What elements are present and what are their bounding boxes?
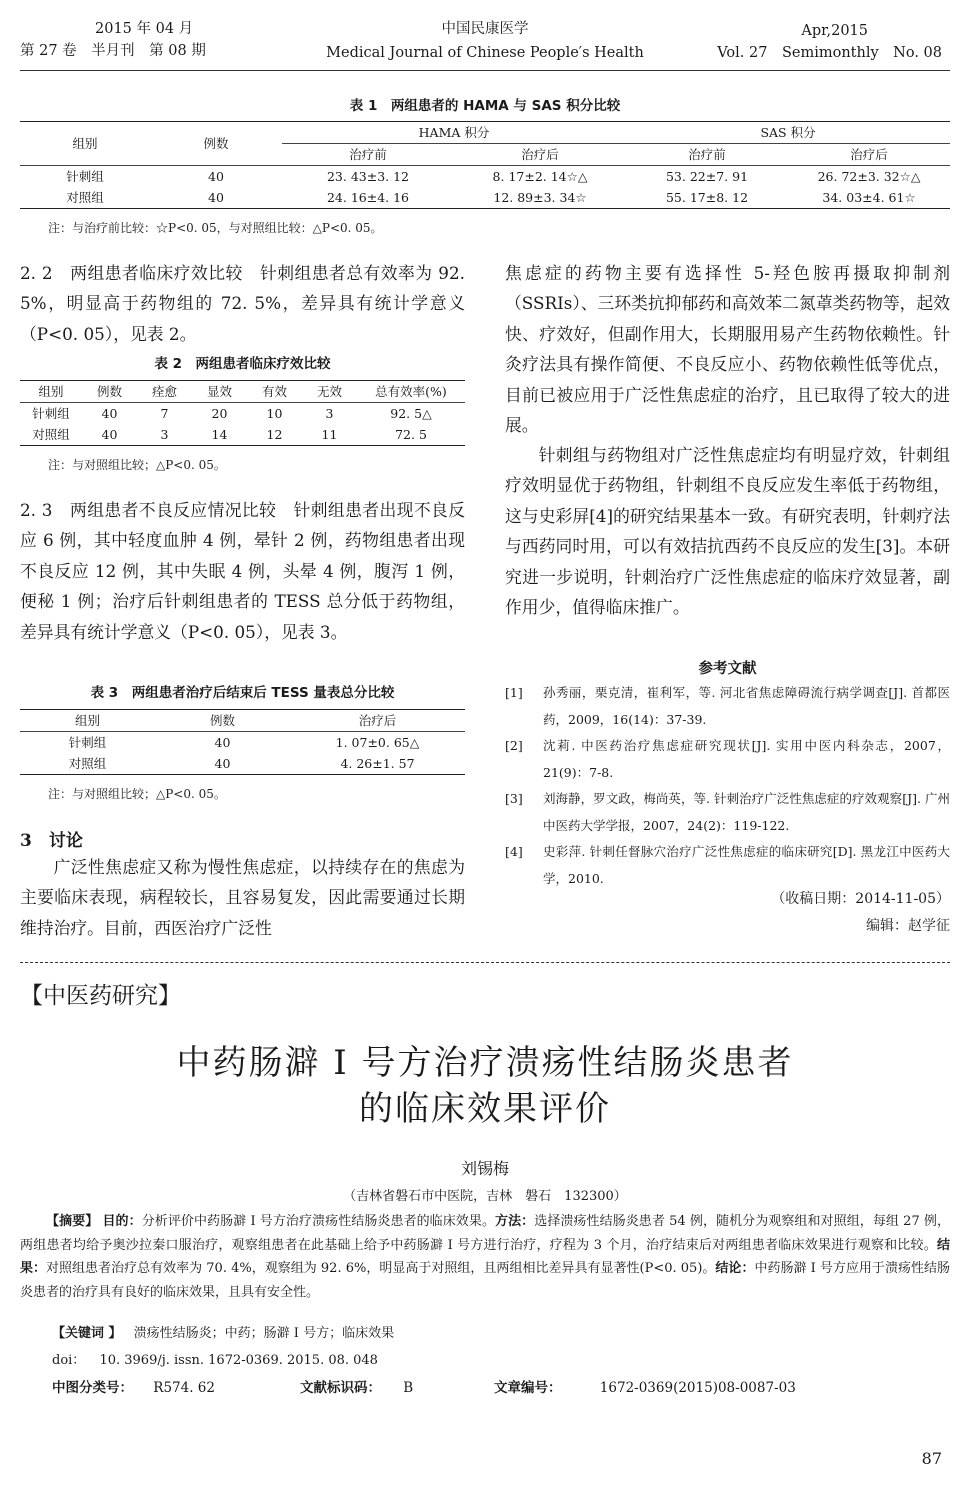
table-cell: 14 — [211, 427, 228, 442]
article-title-line-2: 的临床效果评价 — [359, 1089, 611, 1129]
reference-list — [505, 680, 950, 892]
table-cell: 23. 43±3. 12 — [326, 169, 410, 184]
abstract-label: 【摘要】 — [46, 1214, 99, 1229]
table-cell: 20 — [211, 406, 228, 421]
table-cell: 34. 03±4. 61☆ — [822, 190, 916, 205]
table1-header-group: 组别 — [20, 122, 150, 166]
header-journal-cn: 中国民康医学 — [441, 21, 529, 37]
result-label: 结果： — [20, 1237, 950, 1276]
table2-header-cell: 有效 — [261, 384, 287, 399]
table-row — [20, 424, 465, 446]
clc-value: R574. 62 — [153, 1380, 215, 1396]
table2-note: 注：与对照组比较；△P<0. 05。 — [48, 458, 226, 472]
header-volume-cn: 第 27 卷 半月刊 第 08 期 — [20, 43, 206, 59]
table2-header-cell: 痊愈 — [151, 384, 177, 399]
purpose-text: 分析评价中药肠澼 I 号方治疗溃疡性结肠炎患者的临床效果。 — [141, 1214, 496, 1229]
table-cell: 40 — [101, 406, 118, 421]
table-cell: 53. 22±7. 91 — [665, 169, 749, 184]
table2-header-row — [20, 381, 465, 403]
table1-header-sas: SAS 积分 — [626, 122, 950, 144]
reference-number: [2] — [505, 738, 523, 753]
table3-header-cell: 例数 — [209, 713, 235, 728]
table2-caption: 表 2 两组患者临床疗效比较 — [154, 356, 331, 372]
article-number-label: 文章编号： — [494, 1380, 562, 1396]
method-text: 选择溃疡性结肠炎患者 54 例，随机分为观察组和对照组，每组 27 例，两组患者均给予奥沙拉秦口服治疗，观察组患者在此基础上给予中药肠澼 I 号方进行治疗，疗程为 3 个月，治疗结束后对两组患者临床效果进行观察和比较。 — [20, 1214, 950, 1253]
author: 刘锡梅 — [460, 1159, 509, 1178]
table-cell: 7 — [160, 406, 169, 421]
table1-header-hama-after: 治疗后 — [521, 147, 559, 162]
document-code-label: 文献标识码： — [300, 1380, 381, 1396]
purpose-label: 目的： — [102, 1214, 142, 1229]
table-cell: 针刺组 — [32, 406, 70, 421]
table-cell: 10 — [266, 406, 283, 421]
table3-note: 注：与对照组比较；△P<0. 05。 — [48, 787, 226, 801]
method-label: 方法： — [495, 1214, 535, 1229]
table-cell: 3 — [325, 406, 334, 421]
received-date: （收稿日期：2014-11-05） — [771, 891, 950, 907]
table2-header-cell: 无效 — [316, 384, 342, 399]
discussion-paragraph-2: 焦虑症的药物主要有选择性 5-羟色胺再摄取抑制剂（SSRIs）、三环类抗抑郁药和高效苯二氮䓬类药物等，起效快、疗效好，但副作用大，长期服用易产生药物依赖性。针灸疗法具有操作简便、不良反应小、药物依赖性低等优点，目前已被应用于广泛性焦虑症的治疗，且已取得了较大的进展。 — [505, 263, 950, 436]
header-rule — [20, 70, 950, 71]
table-row — [20, 403, 465, 425]
table1 — [20, 121, 950, 209]
discussion-paragraph-3: 针刺组与药物组对广泛性焦虑症均有明显疗效，针刺组疗效明显优于药物组，针刺组不良反应发生率低于药物组，这与史彩屏[4]的研究结果基本一致。有研究表明，针刺疗法与西药同时用，可以有效拮抗西药不良反应的发生[3]。本研究进一步说明，针刺治疗广泛性焦虑症的临床疗效显著，副作用少，值得临床推广。 — [505, 445, 950, 618]
table-cell: 72. 5 — [395, 427, 427, 442]
table-cell: 26. 72±3. 32☆△ — [817, 169, 921, 184]
table1-header-hama: HAMA 积分 — [282, 122, 626, 144]
abstract — [20, 1210, 950, 1304]
table-cell: 40 — [208, 190, 224, 205]
table1-caption: 表 1 两组患者的 HAMA 与 SAS 积分比较 — [349, 98, 621, 114]
reference-text: 沈莉. 中医药治疗焦虑症研究现状[J]. 实用中医内科杂志，2007，21(9)：7-8. — [543, 738, 950, 780]
table1-header-hama-before: 治疗前 — [349, 147, 387, 162]
result-text: 对照组患者治疗总有效率为 70. 4%，观察组为 92. 6%，明显高于对照组，且两组相比差异具有显著性(P<0. 05)。 — [46, 1261, 716, 1276]
doi-label: doi： — [52, 1353, 86, 1368]
table-cell: 对照组 — [68, 756, 107, 771]
reference-item — [505, 839, 950, 892]
table-row — [20, 187, 950, 209]
section-divider — [20, 962, 950, 963]
table-cell: 55. 17±8. 12 — [665, 190, 749, 205]
reference-text: 史彩萍. 针刺任督脉穴治疗广泛性焦虑症的临床研究[D]. 黑龙江中医药大学，2010. — [543, 844, 950, 886]
article-title-line-1: 中药肠澼 I 号方治疗溃疡性结肠炎患者 — [176, 1043, 794, 1083]
document-code-value: B — [403, 1380, 414, 1396]
keywords-text: 溃疡性结肠炎；中药；肠澼 I 号方；临床效果 — [133, 1326, 395, 1341]
table1-header-sas-before: 治疗前 — [688, 147, 726, 162]
table2-header-cell: 例数 — [96, 384, 122, 399]
table-row — [20, 732, 465, 754]
table-cell: 11 — [321, 427, 338, 442]
clc-label: 中图分类号： — [52, 1380, 133, 1396]
table-row — [20, 753, 465, 775]
document-code — [300, 1376, 413, 1396]
header-journal-en: Medical Journal of Chinese People′s Health — [326, 45, 644, 61]
doi — [52, 1349, 378, 1368]
reference-item — [505, 733, 950, 786]
reference-number: [3] — [505, 791, 523, 806]
editor: 编辑：赵学征 — [866, 918, 950, 934]
table-cell: 针刺组 — [66, 169, 104, 184]
conclusion-label: 结论： — [715, 1261, 755, 1276]
table-cell: 针刺组 — [68, 735, 107, 750]
reference-text: 孙秀丽，栗克清，崔利军，等. 河北省焦虑障碍流行病学调查[J]. 首都医药，2009，16(14)：37-39. — [543, 685, 950, 727]
table3-caption: 表 3 两组患者治疗后结束后 TESS 量表总分比较 — [90, 685, 395, 701]
table2-header-cell: 显效 — [206, 384, 232, 399]
reference-item — [505, 786, 950, 839]
references-heading: 参考文献 — [698, 661, 757, 677]
table2-header-cell: 组别 — [38, 384, 64, 399]
table-cell: 40 — [208, 169, 224, 184]
table-cell: 3 — [160, 427, 169, 442]
section-2-3: 2. 3 两组患者不良反应情况比较 针刺组患者出现不良反应 6 例，其中轻度血肿 4 例，晕针 2 例，药物组患者出现不良反应 12 例，其中失眠 4 例，头晕 4 例，腹泻 1 例，便秘 1 例；治疗后针刺组患者的 TESS 总分低于药物组，差异具有统计学意义（P<0. 05），见表 3。 — [20, 500, 465, 642]
table3-header-row — [20, 710, 465, 732]
section-label: 【中医药研究】 — [20, 983, 181, 1009]
header-date-en: Apr,2015 — [801, 23, 868, 39]
table-cell: 92. 5△ — [390, 406, 432, 421]
table1-header-sas-after: 治疗后 — [850, 147, 888, 162]
table-cell: 40 — [214, 756, 231, 771]
section-2-2: 2. 2 两组患者临床疗效比较 针刺组患者总有效率为 92. 5%，明显高于药物组的 72. 5%，差异具有统计学意义（P<0. 05），见表 2。 — [20, 263, 465, 344]
table1-header-n: 例数 — [150, 122, 282, 166]
keywords-label: 【关键词 】 — [52, 1326, 122, 1341]
keywords — [52, 1322, 394, 1341]
table-cell: 12 — [266, 427, 283, 442]
table-cell: 对照组 — [32, 427, 70, 442]
section-3-heading: 3 讨论 — [20, 831, 83, 851]
reference-text: 刘海静，罗文政，梅尚英，等. 针刺治疗广泛性焦虑症的疗效观察[J]. 广州中医药大学学报，2007，24(2)：119-122. — [543, 791, 950, 833]
table-cell: 8. 17±2. 14☆△ — [492, 169, 588, 184]
clc — [52, 1376, 215, 1396]
reference-number: [4] — [505, 844, 523, 859]
affiliation: （吉林省磐石市中医院，吉林 磐石 132300） — [343, 1189, 627, 1204]
table-cell: 对照组 — [66, 190, 104, 205]
page-number: 87 — [921, 1449, 942, 1468]
table2 — [20, 380, 465, 446]
header-volume-en: Vol. 27 Semimonthly No. 08 — [717, 45, 942, 61]
table-row — [20, 166, 950, 188]
table3-header-cell: 治疗后 — [358, 713, 397, 728]
table1-note: 注：与治疗前比较：☆P<0. 05，与对照组比较：△P<0. 05。 — [48, 221, 383, 235]
table3 — [20, 709, 465, 775]
discussion-paragraph-1: 广泛性焦虑症又称为慢性焦虑症，以持续存在的焦虑为主要临床表现，病程较长，且容易复发，因此需要通过长期维持治疗。目前，西医治疗广泛性 — [20, 857, 465, 938]
article-number-value: 1672-0369(2015)08-0087-03 — [599, 1380, 796, 1396]
table-cell: 24. 16±4. 16 — [326, 190, 410, 205]
article-number — [494, 1376, 796, 1396]
header-date-cn: 2015 年 04 月 — [95, 21, 194, 37]
table3-header-cell: 组别 — [74, 713, 100, 728]
reference-number: [1] — [505, 685, 523, 700]
doi-value: 10. 3969/j. issn. 1672-0369. 2015. 08. 048 — [99, 1353, 378, 1368]
table-cell: 40 — [214, 735, 231, 750]
table-cell: 40 — [101, 427, 118, 442]
table2-header-cell: 总有效率(%) — [375, 384, 447, 399]
table-cell: 4. 26±1. 57 — [340, 756, 415, 771]
reference-item — [505, 680, 950, 733]
table-cell: 12. 89±3. 34☆ — [493, 190, 587, 205]
conclusion-text: 中药肠澼 I 号方应用于溃疡性结肠炎患者的治疗具有良好的临床效果，且具有安全性。 — [20, 1261, 950, 1300]
table-cell: 1. 07±0. 65△ — [335, 735, 420, 750]
